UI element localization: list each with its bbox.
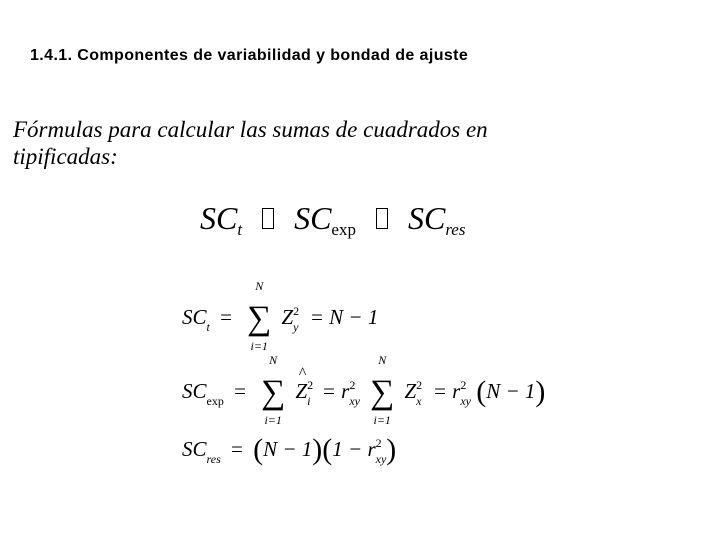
slide-heading: 1.4.1. Componentes de variabilidad y bondad de ajuste <box>30 47 469 64</box>
summation-sign: N ∑ i=1 <box>261 353 286 428</box>
formula-sc-total: $SC_t$ = N ∑ i=1 $Z^2_y = N - 1$ <box>182 279 379 353</box>
sc-exp: SCexp <box>294 200 356 239</box>
formula-sc-res: $SC_{res} = (N - 1)(1 - r^2_{xy})$ <box>182 433 397 466</box>
subtitle-text: Fórmulas para calcular las sumas de cuadrados en tipificadas: <box>13 117 488 169</box>
sc-total: SCt <box>200 200 243 239</box>
missing-glyph-box-2 <box>376 208 388 229</box>
sc-res: SCres <box>407 200 466 239</box>
summation-sign: N ∑ i=1 <box>370 353 395 428</box>
missing-glyph-box-1 <box>262 208 274 229</box>
formula-sc-exp: $SC_{exp}$ = N ∑ i=1 ^ $Z^2_i = r^2_{xy}$ N ∑ i=1 $Z^2_x = r^2_{xy}$ (N − 1) <box>182 372 545 408</box>
summation-sign: N ∑ i=1 <box>247 279 272 353</box>
main-equation <box>200 200 465 244</box>
